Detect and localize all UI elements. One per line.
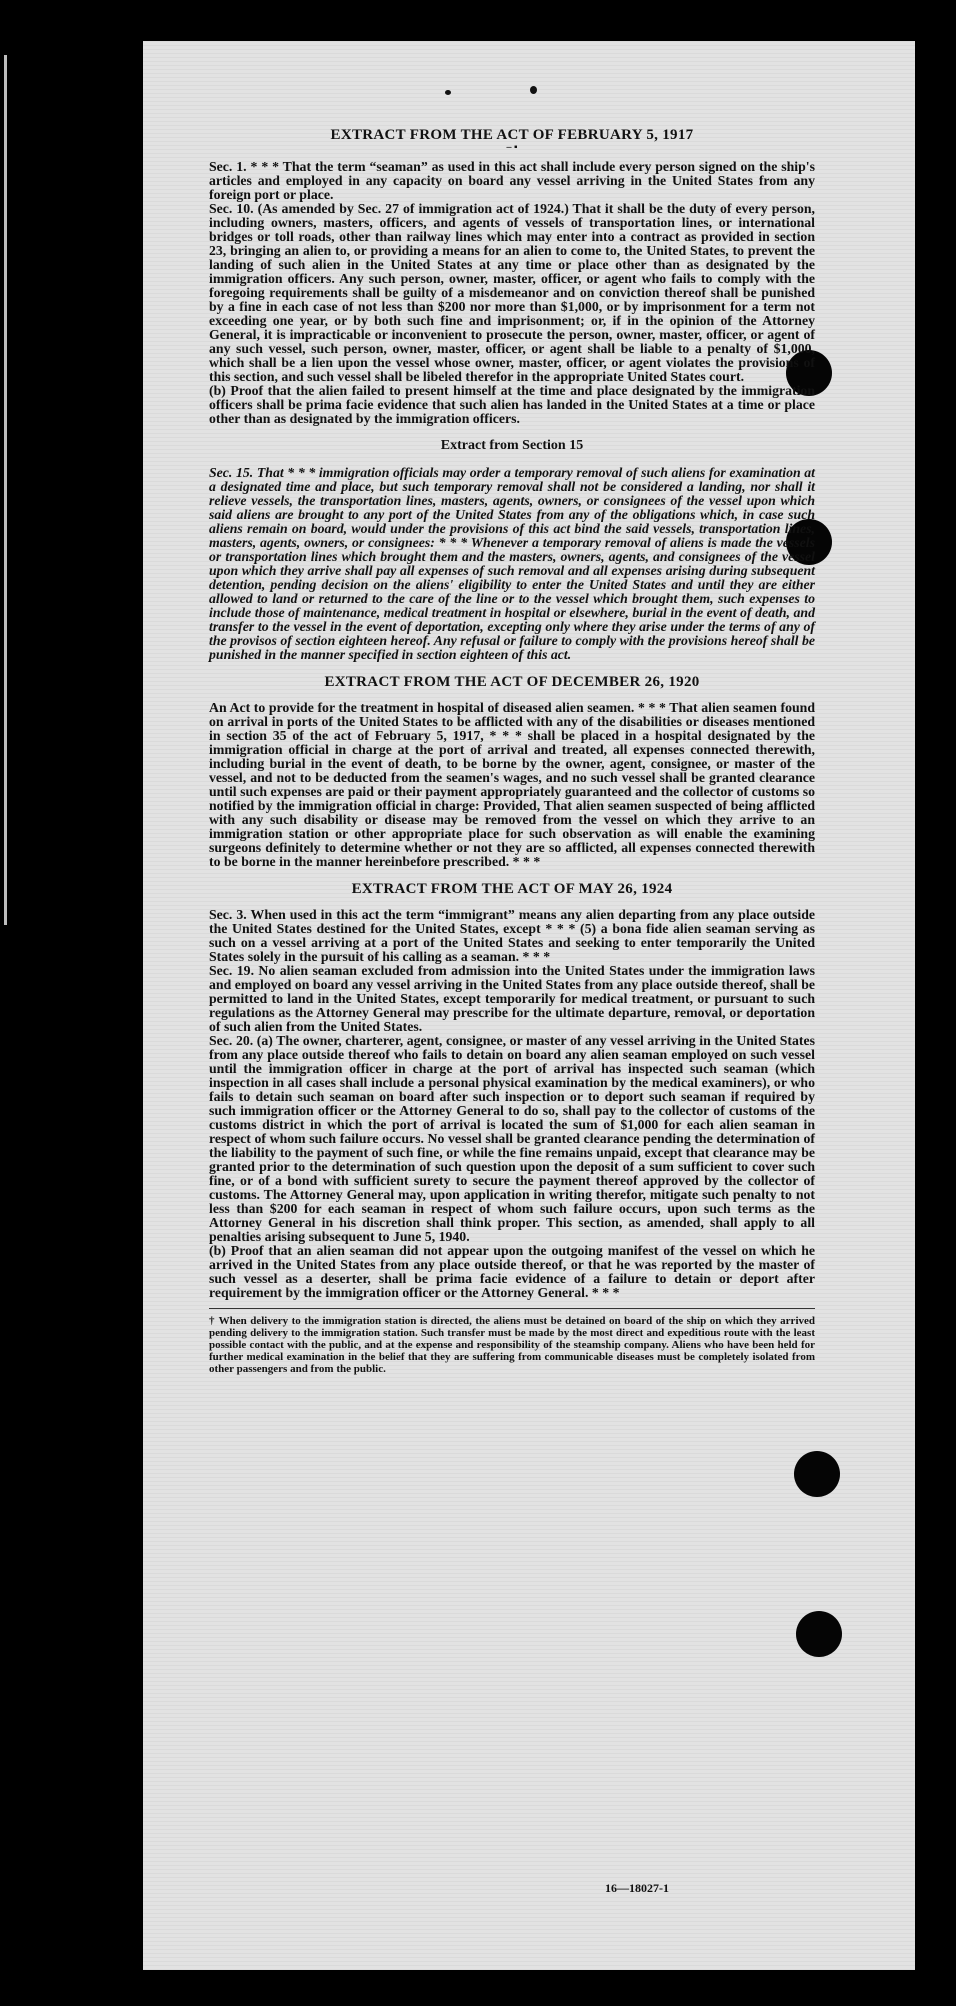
paragraph-sec-20-a: Sec. 20. (a) The owner, charterer, agent, consignee, or master of any vessel arriving in the United States from any place outside thereof who fails to detain on board any alien seaman employed on such vessel until the immigration officer in charge at the port of arrival has inspected such seaman (which inspection in all cases shall include a personal physical examination by the medical examiners), or who fails to detain such seaman on board after such inspection or to deport such seaman if required by such immigration officer or the Attorney General to do so, shall pay to the collector of customs of the customs district in which the port of arrival is located the sum of $1,000 for each alien seaman in respect of whom such failure occurs. No vessel shall be granted clearance pending the determination of the liability to the payment of such fine, or while the fine remains unpaid, except that clearance may be granted prior to the determination of such question upon the deposit of a sum sufficient to cover such fine, or of a bond with sufficient surety to secure the payment thereof approved by the collector of customs. The Attorney General may, upon application in writing therefor, mitigate such penalty to not less than $200 for each seaman in respect of whom such failure occurs, upon such terms as the Attorney General in his discretion shall think proper. This section, as amended, shall apply to all penalties arising subsequent to June 5, 1940. [209, 1033, 815, 1244]
document-page [143, 41, 915, 1970]
document-content [209, 127, 815, 1375]
paragraph-sec-1: Sec. 1. * * * That the term “seaman” as used in this act shall include every person signed on the ship's articles and employed in any capacity on board any vessel arriving in the United States from any foreign port or place. [209, 159, 815, 202]
heading-section-15: Extract from Section 15 [440, 438, 584, 453]
paragraph-sec-15: Sec. 15. That * * * immigration officials may order a temporary removal of such aliens for examination at a designated time and place, but such temporary removal shall not be considered a landing, nor shall it relieve vessels, the transportation lines, masters, agents, owners, or consignees of the vessel upon which said aliens are brought to any port of the United States from any of the obligations which, in case such aliens remain on board, would under the provisions of this act bind the said vessels, transportation lines, masters, agents, owners, or consignees: * * * Whenever a temporary removal of aliens is made the vessels or transportation lines which brought them and the masters, owners, agents, and consignees of the vessel upon which they arrive shall pay all expenses of such removal and all expenses arising during subsequent detention, pending decision on the aliens' eligibility to enter the United States and until they are either allowed to land or returned to the care of the line or to the vessel which brought them, such expenses to include those of maintenance, medical treatment in hospital or elsewhere, burial in the event of death, and transfer to the vessel in the event of deportation, excepting only where they arise under the terms of any of the provisos of section eighteen hereof. Any refusal or failure to comply with the provisions hereof shall be punished in the manner specified in section eighteen of this act. [209, 465, 815, 662]
footnote [209, 1315, 815, 1375]
ink-speck [445, 90, 451, 95]
footnote-divider [209, 1308, 815, 1309]
heading-act-may-1924: EXTRACT FROM THE ACT OF MAY 26, 1924 [351, 881, 673, 897]
scan-edge-line [4, 55, 7, 925]
punch-hole [796, 1611, 842, 1657]
paragraph-act-1920: An Act to provide for the treatment in hospital of diseased alien seamen. * * * That alien seamen found on arrival in ports of the United States to be afflicted with any of the disabilities or diseases mentioned in section 35 of the act of February 5, 1917, * * * shall be placed in a hospital designated by the immigration official in charge at the port of arrival and treated, all expenses connected therewith, including burial in the event of death, to be borne by the owner, agent, consignee, or master of the vessel, and not to be deducted from the seamen's wages, and no such vessel shall be granted clearance until such expenses are paid or their payment appropriately guaranteed and the collector of customs so notified by the immigration official in charge: Provided, That alien seamen suspected of being afflicted with any such disability or disease may be removed from the vessel on which they arrive to an immigration station or other appropriate place for such observation as will enable the examining surgeons definitely to determine whether or not they are so afflicted, all expenses connected therewith to be borne in the manner hereinbefore prescribed. * * * [209, 700, 815, 869]
heading-act-february-1917: EXTRACT FROM THE ACT OF FEBRUARY 5, 1917 [330, 127, 694, 143]
heading-ornament: ‒ ▪ [506, 142, 518, 153]
paragraph-sec-3: Sec. 3. When used in this act the term “immigrant” means any alien departing from any place outside the United States destined for the United States, except * * * (5) a bona fide alien seaman serving as such on a vessel arriving at a port of the United States and seeking to enter temporarily the United States solely in the pursuit of his calling as a seaman. * * * [209, 907, 815, 964]
ink-speck [530, 86, 537, 94]
paragraph-sec-20-b: (b) Proof that an alien seaman did not appear upon the outgoing manifest of the vessel on which he arrived in the United States from any place outside thereof, or that he was reported by the master of such vessel as a deserter, shall be prima facie evidence of a failure to detain or deport after requirement by the immigration officer or the Attorney General. * * * [209, 1243, 815, 1300]
punch-hole [794, 1451, 840, 1497]
paragraph-sec-10-b: (b) Proof that the alien failed to present himself at the time and place designated by the immigration officers shall be prima facie evidence that such alien has landed in the United States at a time or place other than as designated by the immigration officers. [209, 383, 815, 426]
paragraph-sec-10: Sec. 10. (As amended by Sec. 27 of immigration act of 1924.) That it shall be the duty of every person, including owners, masters, officers, and agents of vessels of transportation lines, or international bridges or toll roads, other than railway lines which may enter into a contract as provided in section 23, bringing an alien to, or providing a means for an alien to come to, the United States, to prevent the landing of such alien in the United States at any time or place other than as designated by the immigration officers. Any such person, owner, master, officer, or agent who fails to comply with the foregoing requirements shall be guilty of a misdemeanor and on conviction thereof shall be punished by a fine in each case of not less than $200 nor more than $1,000, or by imprisonment for a term not exceeding one year, or by both such fine and imprisonment; or, if in the opinion of the Attorney General, it is impracticable or inconvenient to prosecute the person, owner, master, officer, or agent of any such vessel, such person, owner, master, officer, or agent shall be liable to a penalty of $1,000, which shall be a lien upon the vessel whose owner, master, officer, or agent violates the provisions of this section, and such vessel shall be libeled therefor in the appropriate United States court. [209, 201, 815, 384]
heading-act-december-1920: EXTRACT FROM THE ACT OF DECEMBER 26, 1920 [324, 674, 700, 690]
paragraph-sec-19: Sec. 19. No alien seaman excluded from admission into the United States under the immigration laws and employed on board any vessel arriving in the United States from any place outside thereof, shall be permitted to land in the United States, except temporarily for medical treatment, or pursuant to such regulations as the Attorney General may prescribe for the ultimate departure, removal, or deportation of such alien from the United States. [209, 963, 815, 1034]
footnote-text: † When delivery to the immigration station is directed, the aliens must be detained on board of the ship on which they arrived pending delivery to the immigration station. Such transfer must be made by the most direct and expeditious route with the least possible contact with the public, and at the expense and responsibility of the steamship company. Aliens who have been held for further medical examination in the belief that they are suffering from communicable diseases must be completely isolated from other passengers and from the public. [209, 1315, 815, 1375]
form-number: 16—18027-1 [605, 1881, 669, 1895]
